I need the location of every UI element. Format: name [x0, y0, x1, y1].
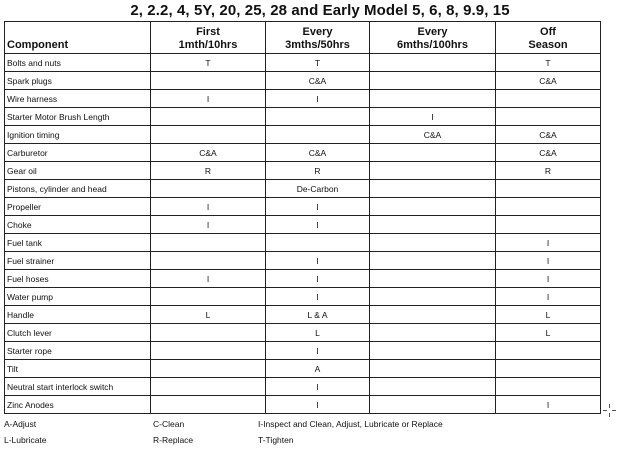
legend-inspect: I-Inspect and Clean, Adjust, Lubricate or Replace — [258, 419, 443, 429]
legend-adjust: A-Adjust — [4, 419, 37, 429]
component-cell: Wire harness — [5, 90, 151, 108]
schedule-cell — [151, 108, 266, 126]
table-row — [5, 144, 601, 162]
schedule-cell — [370, 198, 496, 216]
schedule-cell — [496, 198, 601, 216]
component-cell: Pistons, cylinder and head — [5, 180, 151, 198]
schedule-cell — [370, 378, 496, 396]
legend-row — [4, 432, 600, 448]
component-cell: Carburetor — [5, 144, 151, 162]
table-row — [5, 108, 601, 126]
schedule-cell: I — [496, 234, 601, 252]
schedule-cell — [151, 234, 266, 252]
table-row — [5, 90, 601, 108]
component-cell: Ignition timing — [5, 126, 151, 144]
component-cell: Fuel hoses — [5, 270, 151, 288]
legend-tighten: T-Tighten — [258, 435, 294, 445]
schedule-cell — [151, 126, 266, 144]
schedule-cell — [496, 378, 601, 396]
column-header-off-season — [496, 22, 601, 54]
schedule-cell: I — [266, 288, 370, 306]
schedule-cell: L — [496, 324, 601, 342]
schedule-cell — [370, 234, 496, 252]
table-row — [5, 234, 601, 252]
component-cell: Spark plugs — [5, 72, 151, 90]
component-cell: Fuel strainer — [5, 252, 151, 270]
schedule-cell: C&A — [496, 126, 601, 144]
schedule-cell: R — [151, 162, 266, 180]
schedule-cell — [151, 378, 266, 396]
column-header-every-6mths-line1: Every — [417, 26, 448, 38]
schedule-cell: I — [151, 216, 266, 234]
schedule-cell — [496, 360, 601, 378]
schedule-cell — [496, 342, 601, 360]
schedule-cell: I — [266, 252, 370, 270]
table-row — [5, 54, 601, 72]
schedule-cell: L — [496, 306, 601, 324]
schedule-cell — [496, 108, 601, 126]
schedule-cell — [370, 270, 496, 288]
schedule-cell: I — [496, 270, 601, 288]
column-header-every-3mths — [266, 22, 370, 54]
legend — [4, 416, 600, 448]
table-row — [5, 72, 601, 90]
schedule-cell: I — [496, 288, 601, 306]
column-header-component: Component — [5, 22, 151, 54]
schedule-cell — [370, 90, 496, 108]
schedule-cell — [370, 324, 496, 342]
schedule-cell: De-Carbon — [266, 180, 370, 198]
schedule-cell: C&A — [266, 72, 370, 90]
schedule-cell — [370, 162, 496, 180]
table-row — [5, 396, 601, 414]
column-header-off-season-line1: Off — [540, 26, 556, 38]
component-cell: Zinc Anodes — [5, 396, 151, 414]
schedule-cell — [370, 342, 496, 360]
schedule-cell — [151, 396, 266, 414]
component-cell: Starter rope — [5, 342, 151, 360]
schedule-cell — [151, 288, 266, 306]
schedule-cell — [151, 252, 266, 270]
table-row — [5, 288, 601, 306]
column-header-every-3mths-line2: 3mths/50hrs — [285, 39, 350, 51]
schedule-cell — [370, 144, 496, 162]
table-row — [5, 216, 601, 234]
schedule-cell: C&A — [496, 144, 601, 162]
schedule-cell — [151, 72, 266, 90]
table-body — [5, 54, 601, 414]
schedule-cell — [370, 72, 496, 90]
component-cell: Neutral start interlock switch — [5, 378, 151, 396]
table-row — [5, 324, 601, 342]
schedule-cell — [370, 54, 496, 72]
column-header-first-line2: 1mth/10hrs — [178, 39, 238, 51]
schedule-cell: I — [266, 270, 370, 288]
table-row — [5, 198, 601, 216]
schedule-cell: R — [266, 162, 370, 180]
component-cell: Water pump — [5, 288, 151, 306]
schedule-cell: I — [266, 198, 370, 216]
schedule-cell: T — [151, 54, 266, 72]
schedule-cell — [370, 306, 496, 324]
schedule-cell: I — [151, 198, 266, 216]
schedule-cell — [370, 180, 496, 198]
component-cell: Fuel tank — [5, 234, 151, 252]
column-header-first-line1: First — [196, 26, 220, 38]
schedule-cell — [151, 324, 266, 342]
schedule-cell: I — [151, 90, 266, 108]
schedule-cell: I — [266, 342, 370, 360]
schedule-cell — [496, 180, 601, 198]
page-title: 2, 2.2, 4, 5Y, 20, 25, 28 and Early Model 5, 6, 8, 9.9, 15 — [130, 2, 510, 19]
table-row — [5, 162, 601, 180]
schedule-cell: A — [266, 360, 370, 378]
legend-replace: R-Replace — [153, 435, 194, 445]
component-cell: Clutch lever — [5, 324, 151, 342]
table-row — [5, 270, 601, 288]
schedule-cell — [370, 360, 496, 378]
schedule-cell: L — [151, 306, 266, 324]
schedule-cell: I — [266, 378, 370, 396]
schedule-cell — [370, 396, 496, 414]
component-cell: Tilt — [5, 360, 151, 378]
schedule-cell — [151, 180, 266, 198]
schedule-cell: C&A — [496, 72, 601, 90]
table-row — [5, 342, 601, 360]
schedule-cell: I — [370, 108, 496, 126]
schedule-cell: I — [151, 270, 266, 288]
maintenance-schedule-table — [4, 21, 601, 414]
component-cell: Bolts and nuts — [5, 54, 151, 72]
schedule-cell: L & A — [266, 306, 370, 324]
schedule-cell: I — [496, 252, 601, 270]
component-cell: Propeller — [5, 198, 151, 216]
column-header-every-6mths — [370, 22, 496, 54]
table-row — [5, 252, 601, 270]
table-row — [5, 180, 601, 198]
schedule-cell — [496, 90, 601, 108]
column-header-every-3mths-line1: Every — [302, 26, 333, 38]
schedule-cell — [151, 342, 266, 360]
column-header-every-6mths-line2: 6mths/100hrs — [397, 39, 468, 51]
legend-lubricate: L-Lubricate — [4, 435, 47, 445]
schedule-cell — [496, 216, 601, 234]
component-cell: Choke — [5, 216, 151, 234]
schedule-cell — [370, 216, 496, 234]
schedule-cell: C&A — [266, 144, 370, 162]
schedule-cell: T — [496, 54, 601, 72]
schedule-cell — [370, 252, 496, 270]
schedule-cell: C&A — [151, 144, 266, 162]
schedule-cell — [151, 360, 266, 378]
component-cell: Gear oil — [5, 162, 151, 180]
table-row — [5, 378, 601, 396]
legend-row — [4, 416, 600, 432]
schedule-cell — [266, 108, 370, 126]
schedule-cell — [266, 126, 370, 144]
schedule-cell: I — [496, 396, 601, 414]
schedule-cell: C&A — [370, 126, 496, 144]
schedule-cell: T — [266, 54, 370, 72]
column-header-off-season-line2: Season — [528, 39, 568, 51]
table-row — [5, 360, 601, 378]
legend-clean: C-Clean — [153, 419, 185, 429]
component-cell: Handle — [5, 306, 151, 324]
component-cell: Starter Motor Brush Length — [5, 108, 151, 126]
crosshair-cursor-icon — [603, 404, 616, 417]
table-row — [5, 126, 601, 144]
table-header-row — [5, 22, 601, 54]
schedule-cell: R — [496, 162, 601, 180]
schedule-cell — [266, 234, 370, 252]
schedule-cell: I — [266, 396, 370, 414]
schedule-cell: L — [266, 324, 370, 342]
schedule-cell — [370, 288, 496, 306]
column-header-first — [151, 22, 266, 54]
schedule-cell: I — [266, 216, 370, 234]
schedule-cell: I — [266, 90, 370, 108]
table-row — [5, 306, 601, 324]
